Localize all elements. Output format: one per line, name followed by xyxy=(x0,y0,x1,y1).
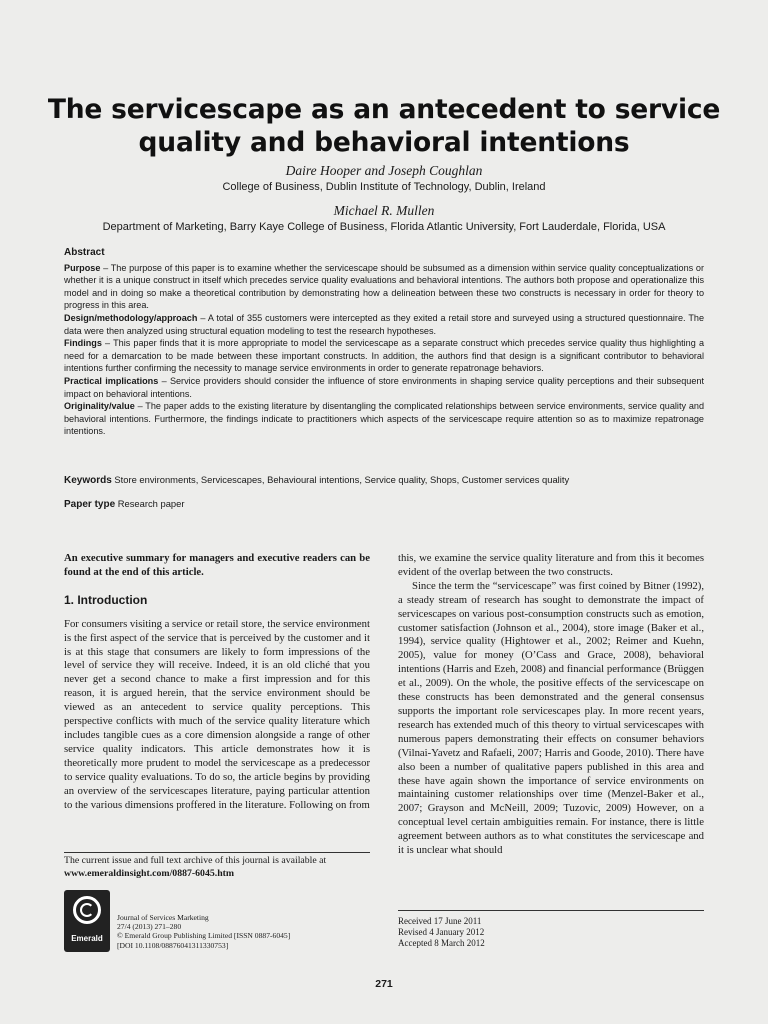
findings-text: – This paper finds that it is more appropriate to model the servicescape as a separate construct which precedes service quality thus highlighting a need for a demarcation to be made between these important constructs. In addition, the authors find that design is a significant contributor to behavioral intentions further confirming the necessity to manage service environments in order to generate repatronage behaviors. xyxy=(64,338,704,374)
right-paragraph-2: Since the term the “servicescape” was first coined by Bitner (1992), a steady stream of research has sought to demonstrate the impact of servicescapes on various post-consumption constructs such as emotion, customer satisfaction (Johnson et al., 2004), store image (Baker et al., 1994), service quality (Hightower et al., 2002; Reimer and Kuehn, 2005), value for money (O’Cass and Grace, 2008), behavioral intentions (Harris and Ezeh, 2008) and financial performance (Brüggen et al., 2009). On the whole, the positive effects of the servicescape on these constructs has been demonstrated and the general consensus supports the important role servicescapes play. In more recent years, research has extended much of this theory to virtual servicescapes with numerous papers demonstrating their effects on consumer behaviors (Vilnai-Yavetz and Rafaeli, 2007; Harris and Goode, 2010). There have also been a number of qualitative papers published in this area and these have again shown the importance of service environments on maintaining customer relationships over time (Menzel-Baker et al., 2007; Grayson and McNeill, 2009; Tuzovic, 2009) However, on a conceptual level certain ambiguities remain. For instance, there is little agreement between authors as to what constitutes the servicescape and it is unclear what should xyxy=(398,579,704,857)
abstract xyxy=(64,247,704,438)
authors-line-2: Michael R. Mullen xyxy=(333,203,435,218)
abstract-practical xyxy=(64,375,704,400)
page-number: 271 xyxy=(375,978,393,990)
originality-text: – The paper adds to the existing literature by disentangling the complicated relationships between service environments, service quality and behavioral intentions. Furthermore, the findings indicate to practitioners which aspects of the servicescape require attention so as to maximize repatronage intentions. xyxy=(64,401,704,437)
design-label: Design/methodology/approach xyxy=(64,312,198,323)
footnote-divider-left xyxy=(64,852,370,853)
abstract-originality xyxy=(64,400,704,438)
revised-date: Revised 4 January 2012 xyxy=(398,927,485,937)
executive-summary-note: An executive summary for managers and executive readers can be found at the end of this article. xyxy=(64,552,370,578)
title-line-2: quality and behavioral intentions xyxy=(138,127,630,158)
journal-volume: 27/4 (2013) 271–280 xyxy=(117,922,182,932)
affiliation-1: College of Business, Dublin Institute of Technology, Dublin, Ireland xyxy=(222,181,546,193)
introduction-paragraph: For consumers visiting a service or retail store, the service environment is the first aspect of the service that is perceived by the customer and it is at this stage that consumers are likely to form impressions of the level of service they will receive. Indeed, it is an old cliché that you never get a second chance to make a first impression and for this reason, it is argued herein, that the service environment should be viewed as an antecedent to service quality perceptions. This perspective conflicts with much of the service quality literature which includes tangible cues as a core dimension alongside a range of other service quality indicators. This article demonstrates how it is theoretically more prudent to model the servicescape as a predecessor to service quality evaluations. To do so, the article begins by providing an overview of the servicescapes literature, paying particular attention to the various dimensions proffered in the literature. Following on from xyxy=(64,617,370,811)
keywords xyxy=(64,474,569,486)
purpose-label: Purpose xyxy=(64,262,101,273)
submission-dates xyxy=(398,916,485,949)
publisher-line: © Emerald Group Publishing Limited [ISSN 0887-6045] xyxy=(117,931,291,941)
practical-label: Practical implications xyxy=(64,375,159,386)
right-paragraph-1: this, we examine the service quality literature and from this it becomes evident of the overlap between the two constructs. xyxy=(398,552,704,578)
doi-line: [DOI 10.1108/08876041311330753] xyxy=(117,940,229,950)
received-date: Received 17 June 2011 xyxy=(398,916,482,926)
title-line-1: The servicescape as an antecedent to service xyxy=(47,94,721,125)
findings-label: Findings xyxy=(64,338,102,349)
practical-text: – Service providers should consider the influence of store environments in shaping service quality perceptions and their subsequent impact on behavioral intentions. xyxy=(64,375,704,399)
accepted-date: Accepted 8 March 2012 xyxy=(398,938,485,948)
emerald-logo-text: Emerald xyxy=(71,934,103,943)
abstract-design xyxy=(64,312,704,337)
paper-type-label: Paper type xyxy=(64,499,116,510)
affiliation-2: Department of Marketing, Barry Kaye College of Business, Florida Atlantic University, Fort Lauderdale, Florida, USA xyxy=(102,221,666,233)
keywords-label: Keywords xyxy=(64,475,112,486)
journal-citation xyxy=(117,913,290,950)
keywords-text: Store environments, Servicescapes, Behavioural intentions, Service quality, Shops, Customer services quality xyxy=(114,474,570,485)
purpose-text: – The purpose of this paper is to examine whether the servicescape should be subsumed as a dimension within service quality conceptualizations or whether it is a unique construct in itself which precedes service quality evaluations and behavioral intentions. The authors both propose and operationalize this model and in doing so make a theoretical contribution by demonstrating how a delineation between these two constructs is necessary in order for theory to progress in this area. xyxy=(64,262,704,311)
abstract-purpose xyxy=(64,262,704,312)
right-column xyxy=(398,552,704,858)
paper-title xyxy=(40,93,728,159)
abstract-heading: Abstract xyxy=(64,247,105,258)
journal-name: Journal of Services Marketing xyxy=(117,913,209,922)
authors-line-1: Daire Hooper and Joseph Coughlan xyxy=(285,163,483,178)
paper-type xyxy=(64,498,184,510)
originality-label: Originality/value xyxy=(64,401,135,412)
section-heading-introduction: 1. Introduction xyxy=(64,592,148,607)
emerald-logo-inner-icon xyxy=(80,903,94,917)
emerald-logo xyxy=(64,890,110,952)
archive-url-link[interactable]: www.emeraldinsight.com/0887-6045.htm xyxy=(64,867,235,879)
left-column xyxy=(64,552,370,812)
paper-type-text: Research paper xyxy=(117,498,185,509)
footnote-divider-right xyxy=(398,910,704,911)
abstract-findings xyxy=(64,337,704,375)
archive-line: The current issue and full text archive of this journal is available at xyxy=(64,855,327,866)
design-text: – A total of 355 customers were intercepted as they exited a retail store and surveyed using a structured questionnaire. The data were then analyzed using structural equation modeling to test the research hypotheses. xyxy=(64,312,704,336)
journal-archive-note xyxy=(64,855,374,880)
